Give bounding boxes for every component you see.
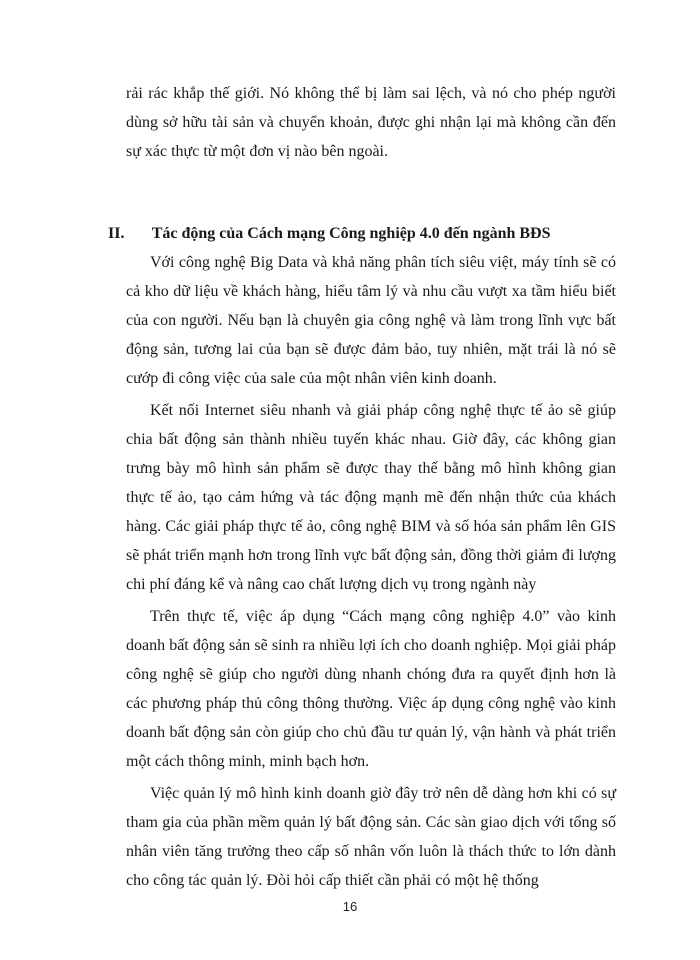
body-paragraph: Với công nghệ Big Data và khả năng phân tích siêu việt, máy tính sẽ có cả kho dữ liệu về khách hàng, hiểu tâm lý và nhu cầu vượt xa tầm hiểu biết của con người. Nếu bạn là chuyên gia công nghệ và làm trong lĩnh vực bất động sản, tương lai của bạn sẽ được đảm bảo, tuy nhiên, mặt trái là nó sẽ cướp đi công việc của sale của một nhân viên kinh doanh. (126, 254, 616, 387)
intro-paragraph: rải rác khắp thế giới. Nó không thể bị làm sai lệch, và nó cho phép người dùng sở hữu tài sản và chuyển khoản, được ghi nhận lại mà không cần đến sự xác thực từ một đơn vị nào bên ngoài. (126, 85, 616, 160)
intro-paragraph-block (126, 79, 616, 166)
section-body (126, 248, 616, 895)
section-title: Tác động của Cách mạng Công nghiệp 4.0 đến ngành BĐS (151, 225, 551, 242)
body-paragraph: Kết nối Internet siêu nhanh và giải pháp công nghệ thực tế ảo sẽ giúp chia bất động sản thành nhiều tuyến khác nhau. Giờ đây, các không gian trưng bày mô hình sản phẩm sẽ được thay thế bằng mô hình không gian thực tế ảo, tạo cảm hứng và tác động mạnh mẽ đến nhận thức của khách hàng. Các giải pháp thực tế ảo, công nghệ BIM và số hóa sản phẩm lên GIS sẽ phát triển mạnh hơn trong lĩnh vực bất động sản, đồng thời giảm đi lượng chi phí đáng kể và nâng cao chất lượng dịch vụ trong ngành này (126, 402, 616, 593)
section-number: II. (108, 225, 125, 242)
body-paragraph: Trên thực tế, việc áp dụng “Cách mạng công nghiệp 4.0” vào kinh doanh bất động sản sẽ sinh ra nhiều lợi ích cho doanh nghiệp. Mọi giải pháp công nghệ sẽ giúp cho người dùng nhanh chóng đưa ra quyết định hơn là các phương pháp thủ công thông thường. Việc áp dụng công nghệ vào kinh doanh bất động sản còn giúp cho chủ đầu tư quản lý, vận hành và phát triển một cách thông minh, minh bạch hơn. (126, 608, 616, 770)
body-paragraph: Việc quản lý mô hình kinh doanh giờ đây trở nên dễ dàng hơn khi có sự tham gia của phần mềm quản lý bất động sản. Các sàn giao dịch với tổng số nhân viên tăng trưởng theo cấp số nhân vốn luôn là thách thức to lớn dành cho công tác quản lý. Đòi hỏi cấp thiết cần phải có một hệ thống (126, 785, 616, 889)
page-number: 16 (342, 899, 358, 914)
section-heading (108, 219, 628, 248)
